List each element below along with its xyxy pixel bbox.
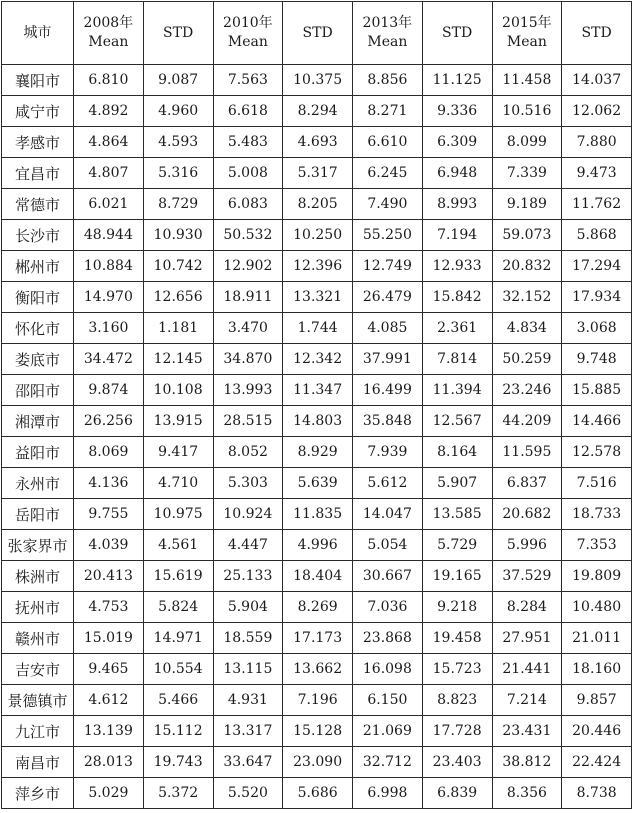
value-cell-2015-mean: 8.284 (492, 592, 562, 623)
value-cell-2008-mean: 20.413 (74, 561, 144, 592)
table-row (2, 375, 632, 406)
value-cell-2010-mean: 10.924 (213, 499, 283, 530)
value-cell-2010-std: 5.317 (283, 158, 353, 189)
city-name-cell: 景德镇市 (2, 685, 74, 716)
value-cell-2010-std: 8.269 (283, 592, 353, 623)
header-2010-std (283, 2, 353, 65)
value-cell-2013-std: 15.842 (422, 282, 492, 313)
value-cell-2010-std: 17.173 (283, 623, 353, 654)
value-cell-2008-std: 15.112 (143, 716, 213, 747)
value-cell-2008-mean: 4.136 (74, 468, 144, 499)
header-2008-mean (74, 2, 144, 65)
value-cell-2015-std: 9.857 (562, 685, 632, 716)
header-std-label: STD (163, 24, 194, 41)
value-cell-2013-std: 8.993 (422, 189, 492, 220)
value-cell-2013-std: 7.194 (422, 220, 492, 251)
value-cell-2015-std: 18.733 (562, 499, 632, 530)
value-cell-2008-std: 12.656 (143, 282, 213, 313)
value-cell-2015-mean: 44.209 (492, 406, 562, 437)
city-name-cell: 南昌市 (2, 747, 74, 778)
value-cell-2015-mean: 4.834 (492, 313, 562, 344)
value-cell-2010-std: 12.396 (283, 251, 353, 282)
value-cell-2015-std: 20.446 (562, 716, 632, 747)
value-cell-2008-std: 4.710 (143, 468, 213, 499)
value-cell-2015-std: 21.011 (562, 623, 632, 654)
value-cell-2015-std: 10.480 (562, 592, 632, 623)
value-cell-2008-mean: 4.864 (74, 127, 144, 158)
header-row (2, 2, 632, 65)
value-cell-2010-std: 15.128 (283, 716, 353, 747)
value-cell-2008-mean: 8.069 (74, 437, 144, 468)
value-cell-2010-mean: 13.993 (213, 375, 283, 406)
value-cell-2013-mean: 8.271 (353, 96, 423, 127)
value-cell-2015-mean: 20.832 (492, 251, 562, 282)
value-cell-2015-std: 19.809 (562, 561, 632, 592)
value-cell-2013-std: 6.948 (422, 158, 492, 189)
value-cell-2013-std: 13.585 (422, 499, 492, 530)
value-cell-2010-std: 5.639 (283, 468, 353, 499)
header-std-label: STD (581, 24, 612, 41)
value-cell-2013-std: 6.309 (422, 127, 492, 158)
table-row (2, 623, 632, 654)
value-cell-2008-std: 19.743 (143, 747, 213, 778)
table-row (2, 685, 632, 716)
header-mean-label: Mean (506, 34, 547, 50)
value-cell-2015-mean: 9.189 (492, 189, 562, 220)
value-cell-2015-mean: 11.458 (492, 65, 562, 96)
value-cell-2015-std: 5.868 (562, 220, 632, 251)
value-cell-2010-mean: 5.520 (213, 778, 283, 809)
value-cell-2008-std: 9.087 (143, 65, 213, 96)
value-cell-2013-mean: 16.499 (353, 375, 423, 406)
value-cell-2010-std: 7.196 (283, 685, 353, 716)
value-cell-2010-mean: 50.532 (213, 220, 283, 251)
value-cell-2015-mean: 8.099 (492, 127, 562, 158)
value-cell-2008-std: 5.824 (143, 592, 213, 623)
value-cell-2008-std: 9.417 (143, 437, 213, 468)
value-cell-2010-mean: 34.870 (213, 344, 283, 375)
value-cell-2013-std: 17.728 (422, 716, 492, 747)
table-row (2, 65, 632, 96)
value-cell-2013-mean: 12.749 (353, 251, 423, 282)
table-row (2, 220, 632, 251)
table-row (2, 561, 632, 592)
value-cell-2013-std: 11.394 (422, 375, 492, 406)
value-cell-2008-std: 8.729 (143, 189, 213, 220)
value-cell-2015-mean: 5.996 (492, 530, 562, 561)
value-cell-2008-std: 14.971 (143, 623, 213, 654)
value-cell-2008-std: 12.145 (143, 344, 213, 375)
table-row (2, 344, 632, 375)
city-name-cell: 衡阳市 (2, 282, 74, 313)
city-name-cell: 咸宁市 (2, 96, 74, 127)
city-name-cell: 宜昌市 (2, 158, 74, 189)
city-name-cell: 株洲市 (2, 561, 74, 592)
value-cell-2013-std: 19.165 (422, 561, 492, 592)
city-name-cell: 吉安市 (2, 654, 74, 685)
value-cell-2010-std: 4.693 (283, 127, 353, 158)
table-row (2, 499, 632, 530)
city-name-cell: 益阳市 (2, 437, 74, 468)
value-cell-2013-std: 12.933 (422, 251, 492, 282)
table-row (2, 127, 632, 158)
city-name-cell: 娄底市 (2, 344, 74, 375)
value-cell-2015-std: 12.062 (562, 96, 632, 127)
table-row (2, 158, 632, 189)
value-cell-2015-mean: 20.682 (492, 499, 562, 530)
value-cell-2015-mean: 23.431 (492, 716, 562, 747)
table-row (2, 96, 632, 127)
value-cell-2013-std: 9.218 (422, 592, 492, 623)
header-mean-label: Mean (88, 34, 129, 50)
value-cell-2015-mean: 21.441 (492, 654, 562, 685)
value-cell-2015-mean: 10.516 (492, 96, 562, 127)
value-cell-2008-mean: 9.755 (74, 499, 144, 530)
value-cell-2015-mean: 6.837 (492, 468, 562, 499)
value-cell-2010-mean: 28.515 (213, 406, 283, 437)
city-name-cell: 张家界市 (2, 530, 74, 561)
value-cell-2013-mean: 14.047 (353, 499, 423, 530)
value-cell-2013-std: 5.907 (422, 468, 492, 499)
value-cell-2010-std: 8.929 (283, 437, 353, 468)
value-cell-2013-mean: 7.939 (353, 437, 423, 468)
city-name-cell: 湘潭市 (2, 406, 74, 437)
value-cell-2010-std: 12.342 (283, 344, 353, 375)
city-name-cell: 赣州市 (2, 623, 74, 654)
value-cell-2015-mean: 8.356 (492, 778, 562, 809)
value-cell-2013-mean: 6.245 (353, 158, 423, 189)
city-name-cell: 襄阳市 (2, 65, 74, 96)
table-row (2, 313, 632, 344)
value-cell-2015-mean: 23.246 (492, 375, 562, 406)
value-cell-2008-mean: 26.256 (74, 406, 144, 437)
value-cell-2008-mean: 15.019 (74, 623, 144, 654)
header-2013-mean (353, 2, 423, 65)
value-cell-2013-mean: 5.054 (353, 530, 423, 561)
table-row (2, 716, 632, 747)
value-cell-2015-mean: 59.073 (492, 220, 562, 251)
city-name-cell: 九江市 (2, 716, 74, 747)
value-cell-2008-mean: 28.013 (74, 747, 144, 778)
table-row (2, 189, 632, 220)
header-2015-std (562, 2, 632, 65)
value-cell-2010-std: 10.250 (283, 220, 353, 251)
value-cell-2013-std: 5.729 (422, 530, 492, 561)
value-cell-2010-std: 18.404 (283, 561, 353, 592)
value-cell-2013-mean: 6.998 (353, 778, 423, 809)
value-cell-2015-mean: 7.214 (492, 685, 562, 716)
value-cell-2013-std: 8.164 (422, 437, 492, 468)
value-cell-2013-std: 8.823 (422, 685, 492, 716)
value-cell-2015-std: 9.748 (562, 344, 632, 375)
city-name-cell: 常德市 (2, 189, 74, 220)
table-row (2, 654, 632, 685)
value-cell-2015-std: 18.160 (562, 654, 632, 685)
city-name-cell: 抚州市 (2, 592, 74, 623)
value-cell-2013-std: 15.723 (422, 654, 492, 685)
value-cell-2013-mean: 26.479 (353, 282, 423, 313)
value-cell-2015-std: 14.466 (562, 406, 632, 437)
city-name-cell: 萍乡市 (2, 778, 74, 809)
value-cell-2010-mean: 18.911 (213, 282, 283, 313)
table-header (2, 2, 632, 65)
city-name-cell: 邵阳市 (2, 375, 74, 406)
value-cell-2015-std: 15.885 (562, 375, 632, 406)
value-cell-2013-mean: 7.490 (353, 189, 423, 220)
header-year-label: 2013年 (362, 15, 413, 31)
table-row (2, 468, 632, 499)
value-cell-2010-mean: 4.931 (213, 685, 283, 716)
value-cell-2015-std: 7.353 (562, 530, 632, 561)
value-cell-2015-std: 22.424 (562, 747, 632, 778)
value-cell-2010-mean: 33.647 (213, 747, 283, 778)
value-cell-2010-mean: 4.447 (213, 530, 283, 561)
value-cell-2010-std: 23.090 (283, 747, 353, 778)
header-city (2, 2, 74, 65)
value-cell-2010-mean: 8.052 (213, 437, 283, 468)
value-cell-2008-std: 1.181 (143, 313, 213, 344)
value-cell-2008-mean: 4.892 (74, 96, 144, 127)
table-row (2, 747, 632, 778)
value-cell-2015-std: 8.738 (562, 778, 632, 809)
table-row (2, 406, 632, 437)
value-cell-2013-mean: 55.250 (353, 220, 423, 251)
value-cell-2008-std: 5.466 (143, 685, 213, 716)
value-cell-2010-std: 13.321 (283, 282, 353, 313)
header-2013-std (422, 2, 492, 65)
value-cell-2010-mean: 5.904 (213, 592, 283, 623)
value-cell-2015-mean: 11.595 (492, 437, 562, 468)
value-cell-2010-mean: 6.083 (213, 189, 283, 220)
value-cell-2008-mean: 5.029 (74, 778, 144, 809)
value-cell-2008-mean: 4.753 (74, 592, 144, 623)
table-body (2, 65, 632, 809)
value-cell-2013-mean: 4.085 (353, 313, 423, 344)
city-name-cell: 长沙市 (2, 220, 74, 251)
value-cell-2015-std: 9.473 (562, 158, 632, 189)
value-cell-2008-std: 4.593 (143, 127, 213, 158)
table-row (2, 592, 632, 623)
header-std-label: STD (302, 24, 333, 41)
value-cell-2010-mean: 3.470 (213, 313, 283, 344)
value-cell-2010-mean: 6.618 (213, 96, 283, 127)
value-cell-2015-mean: 38.812 (492, 747, 562, 778)
table-row (2, 282, 632, 313)
value-cell-2008-mean: 48.944 (74, 220, 144, 251)
value-cell-2015-std: 11.762 (562, 189, 632, 220)
header-year-label: 2015年 (502, 15, 552, 31)
value-cell-2015-mean: 7.339 (492, 158, 562, 189)
header-std-label: STD (442, 24, 473, 41)
header-2010-mean (213, 2, 283, 65)
value-cell-2015-std: 17.294 (562, 251, 632, 282)
city-name-cell: 郴州市 (2, 251, 74, 282)
city-name-cell: 怀化市 (2, 313, 74, 344)
value-cell-2010-std: 8.294 (283, 96, 353, 127)
value-cell-2015-std: 14.037 (562, 65, 632, 96)
value-cell-2013-mean: 35.848 (353, 406, 423, 437)
value-cell-2015-mean: 37.529 (492, 561, 562, 592)
table-row (2, 437, 632, 468)
value-cell-2013-mean: 6.150 (353, 685, 423, 716)
value-cell-2010-std: 5.686 (283, 778, 353, 809)
value-cell-2013-std: 12.567 (422, 406, 492, 437)
value-cell-2008-mean: 14.970 (74, 282, 144, 313)
value-cell-2008-mean: 4.612 (74, 685, 144, 716)
value-cell-2008-mean: 6.021 (74, 189, 144, 220)
value-cell-2008-std: 4.561 (143, 530, 213, 561)
value-cell-2013-mean: 6.610 (353, 127, 423, 158)
city-name-cell: 岳阳市 (2, 499, 74, 530)
value-cell-2015-std: 17.934 (562, 282, 632, 313)
value-cell-2010-std: 10.375 (283, 65, 353, 96)
value-cell-2010-mean: 13.115 (213, 654, 283, 685)
header-year-label: 2008年 (83, 15, 134, 31)
table-row (2, 251, 632, 282)
value-cell-2010-mean: 7.563 (213, 65, 283, 96)
value-cell-2015-mean: 32.152 (492, 282, 562, 313)
value-cell-2013-mean: 5.612 (353, 468, 423, 499)
value-cell-2008-std: 10.554 (143, 654, 213, 685)
value-cell-2015-std: 12.578 (562, 437, 632, 468)
value-cell-2013-std: 9.336 (422, 96, 492, 127)
value-cell-2013-std: 11.125 (422, 65, 492, 96)
value-cell-2008-std: 10.930 (143, 220, 213, 251)
value-cell-2015-std: 3.068 (562, 313, 632, 344)
value-cell-2013-mean: 37.991 (353, 344, 423, 375)
value-cell-2008-std: 5.316 (143, 158, 213, 189)
value-cell-2008-mean: 10.884 (74, 251, 144, 282)
value-cell-2008-mean: 4.807 (74, 158, 144, 189)
value-cell-2013-std: 7.814 (422, 344, 492, 375)
value-cell-2013-std: 19.458 (422, 623, 492, 654)
city-name-cell: 孝感市 (2, 127, 74, 158)
value-cell-2008-mean: 3.160 (74, 313, 144, 344)
value-cell-2010-mean: 5.008 (213, 158, 283, 189)
value-cell-2008-mean: 6.810 (74, 65, 144, 96)
value-cell-2008-mean: 13.139 (74, 716, 144, 747)
value-cell-2010-std: 8.205 (283, 189, 353, 220)
value-cell-2010-std: 1.744 (283, 313, 353, 344)
data-table (1, 1, 632, 809)
value-cell-2010-std: 11.347 (283, 375, 353, 406)
value-cell-2008-mean: 9.874 (74, 375, 144, 406)
value-cell-2015-std: 7.516 (562, 468, 632, 499)
value-cell-2008-std: 13.915 (143, 406, 213, 437)
value-cell-2008-mean: 4.039 (74, 530, 144, 561)
value-cell-2010-mean: 13.317 (213, 716, 283, 747)
header-2015-mean (492, 2, 562, 65)
value-cell-2010-mean: 25.133 (213, 561, 283, 592)
header-mean-label: Mean (367, 34, 408, 50)
value-cell-2008-std: 5.372 (143, 778, 213, 809)
value-cell-2008-mean: 34.472 (74, 344, 144, 375)
value-cell-2008-mean: 9.465 (74, 654, 144, 685)
value-cell-2010-mean: 5.483 (213, 127, 283, 158)
value-cell-2015-mean: 50.259 (492, 344, 562, 375)
value-cell-2013-mean: 30.667 (353, 561, 423, 592)
value-cell-2010-mean: 18.559 (213, 623, 283, 654)
value-cell-2013-mean: 8.856 (353, 65, 423, 96)
value-cell-2010-mean: 12.902 (213, 251, 283, 282)
value-cell-2013-std: 23.403 (422, 747, 492, 778)
value-cell-2013-std: 6.839 (422, 778, 492, 809)
header-city-label: 城市 (23, 24, 52, 41)
value-cell-2008-std: 4.960 (143, 96, 213, 127)
value-cell-2013-mean: 7.036 (353, 592, 423, 623)
value-cell-2008-std: 10.742 (143, 251, 213, 282)
value-cell-2013-mean: 23.868 (353, 623, 423, 654)
value-cell-2013-mean: 16.098 (353, 654, 423, 685)
header-year-label: 2010年 (223, 15, 273, 31)
value-cell-2008-std: 15.619 (143, 561, 213, 592)
city-name-cell: 永州市 (2, 468, 74, 499)
value-cell-2008-std: 10.975 (143, 499, 213, 530)
value-cell-2010-std: 4.996 (283, 530, 353, 561)
value-cell-2015-mean: 27.951 (492, 623, 562, 654)
value-cell-2010-std: 14.803 (283, 406, 353, 437)
value-cell-2013-mean: 21.069 (353, 716, 423, 747)
value-cell-2010-std: 11.835 (283, 499, 353, 530)
value-cell-2010-std: 13.662 (283, 654, 353, 685)
header-2008-std (143, 2, 213, 65)
table-row (2, 778, 632, 809)
value-cell-2013-std: 2.361 (422, 313, 492, 344)
value-cell-2015-std: 7.880 (562, 127, 632, 158)
value-cell-2008-std: 10.108 (143, 375, 213, 406)
header-mean-label: Mean (227, 34, 268, 50)
value-cell-2013-mean: 32.712 (353, 747, 423, 778)
table-row (2, 530, 632, 561)
value-cell-2010-mean: 5.303 (213, 468, 283, 499)
